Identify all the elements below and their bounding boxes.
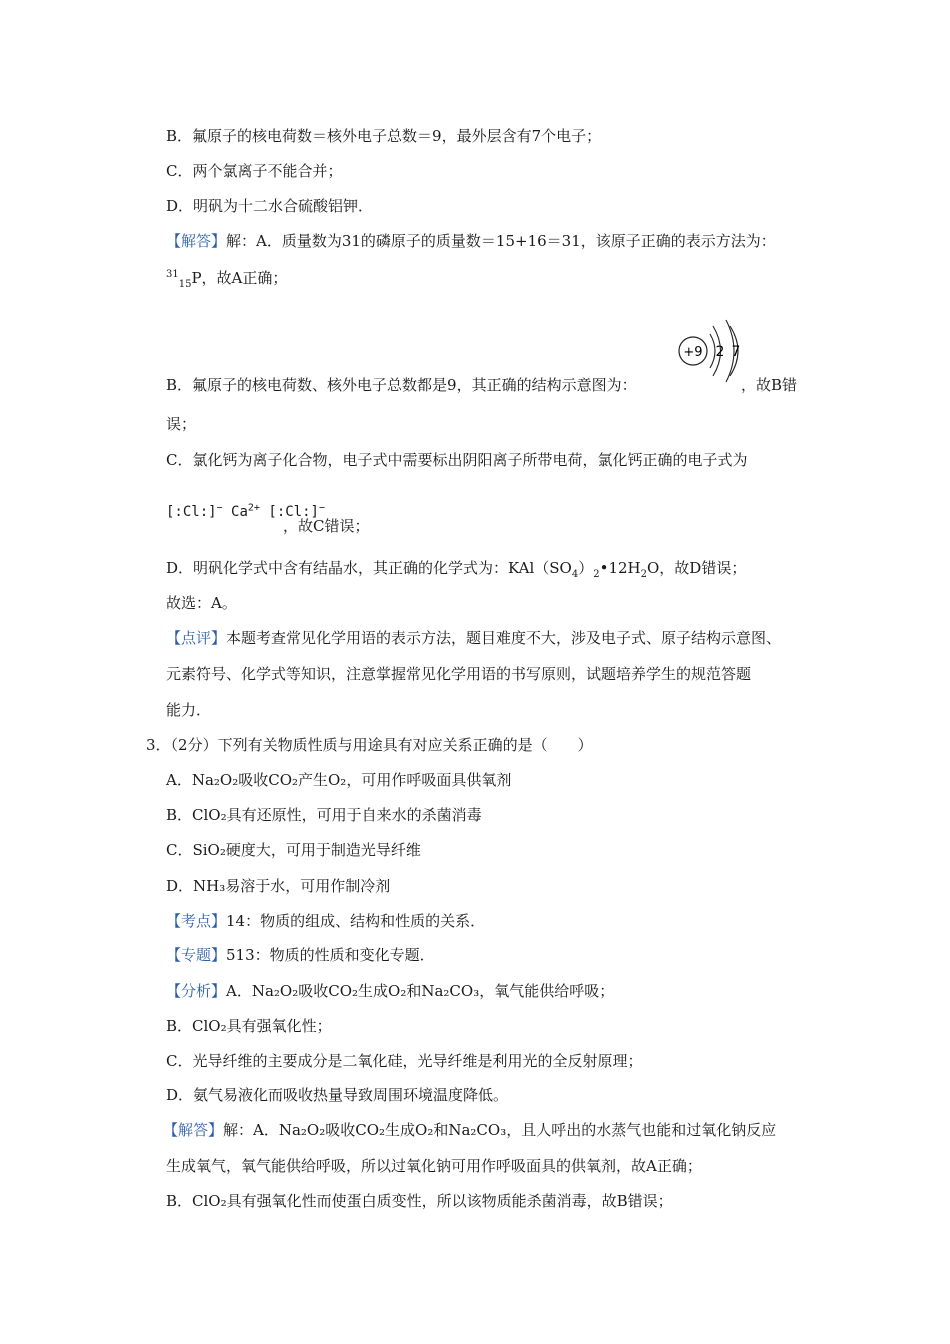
lewis-ca-charge: 2+ xyxy=(247,502,260,514)
jieda-text-1: 解：A．Na₂O₂吸收CO₂生成O₂和Na₂CO₃，且人呼出的水蒸气也能和过氧化钠反应 xyxy=(223,1121,777,1139)
kaodian-line xyxy=(166,911,485,931)
fenxi-b: B．ClO₂具有强氧化性； xyxy=(166,1017,332,1035)
option-a: A．Na₂O₂吸收CO₂产生O₂，可用作呼吸面具供氧剂 xyxy=(166,771,512,789)
fenxi-tag: 【分析】 xyxy=(166,982,227,1000)
jieda-line-3: B．ClO₂具有强氧化性而使蛋白质变性，所以该物质能杀菌消毒，故B错误； xyxy=(166,1192,673,1210)
jieda-line-1 xyxy=(163,1120,776,1140)
comment-tag: 【点评】 xyxy=(166,629,227,647)
phosphorus-text: P，故A正确； xyxy=(191,269,288,287)
zhuanti-text: 513：物质的性质和变化专题． xyxy=(226,946,435,964)
lewis-cl-right: [:Cl:] xyxy=(268,504,319,520)
shell2-count: 7 xyxy=(731,344,741,360)
formula-sub-1: 4 xyxy=(571,569,579,580)
kaodian-tag: 【考点】 xyxy=(166,912,227,930)
zhuanti-tag: 【专题】 xyxy=(166,946,227,964)
comment-line-3: 能力． xyxy=(166,701,212,719)
fenxi-c: C．光导纤维的主要成分是二氧化硅，光导纤维是利用光的全反射原理； xyxy=(166,1052,643,1070)
lewis-cl-left: [:Cl:] xyxy=(166,504,217,520)
comment-line-1 xyxy=(166,628,781,648)
line-c-chloride: C．两个氯离子不能合并； xyxy=(166,162,343,180)
fenxi-d: D．氨气易液化而吸收热量导致周围环境温度降低。 xyxy=(166,1086,509,1104)
answer-text: 解：A．质量数为31的磷原子的质量数＝15+16＝31，该原子正确的表示方法为： xyxy=(226,232,776,250)
answer-tag: 【解答】 xyxy=(166,232,227,250)
formula-part-d: O，故D错误； xyxy=(647,559,747,577)
fenxi-text: A．Na₂O₂吸收CO₂生成O₂和Na₂CO₃，氧气能供给呼吸； xyxy=(226,982,615,1000)
formula-sub-2: 2 xyxy=(593,569,600,580)
answer-line-1 xyxy=(166,231,776,251)
line-b-structure-end: ，故B错 xyxy=(741,376,798,394)
option-d: D．NH₃易溶于水，可用作制冷剂 xyxy=(166,877,391,895)
option-c: C．SiO₂硬度大，可用于制造光导纤维 xyxy=(166,841,421,859)
line-d-formula xyxy=(166,558,746,578)
line-c-ionic: C．氯化钙为离子化合物，电子式中需要标出阴阳离子所带电荷，氯化钙正确的电子式为 xyxy=(166,451,748,469)
nucleus-label: +9 xyxy=(683,345,703,360)
shell-arc-1 xyxy=(710,334,715,368)
kaodian-text: 14：物质的组成、结构和性质的关系． xyxy=(226,912,486,930)
line-c-end: ，故C错误； xyxy=(283,517,370,535)
formula-part-b: ） xyxy=(578,559,594,577)
mass-number: 31 xyxy=(166,269,179,280)
fenxi-line xyxy=(166,981,614,1001)
lewis-ca: Ca xyxy=(231,504,248,520)
comment-line-2: 元素符号、化学式等知识，注意掌握常见化学用语的书写原则，试题培养学生的规范答题 xyxy=(166,665,752,683)
zhuanti-line xyxy=(166,945,435,965)
formula-part-c: •12H xyxy=(599,559,641,577)
line-b-structure: B．氟原子的核电荷数、核外电子总数都是9，其正确的结构示意图为： xyxy=(166,376,637,394)
lewis-cl-right-charge: − xyxy=(318,502,325,514)
line-b-fluorine: B．氟原子的核电荷数＝核外电子总数＝9，最外层含有7个电子； xyxy=(166,127,602,145)
question-3: 3．（2分）下列有关物质性质与用途具有对应关系正确的是（ ） xyxy=(146,736,593,754)
line-b-wrap: 误； xyxy=(166,415,197,433)
formula-part-a: D．明矾化学式中含有结晶水，其正确的化学式为：KAl（SO xyxy=(166,559,572,577)
line-d-alum: D．明矾为十二水合硫酸铝钾． xyxy=(166,197,374,215)
atomic-number: 15 xyxy=(178,279,192,290)
shell1-count: 2 xyxy=(715,344,725,360)
jieda-tag: 【解答】 xyxy=(163,1121,224,1139)
phosphorus-notation xyxy=(166,268,287,288)
jieda-line-2: 生成氧气，氧气能供给呼吸，所以过氧化钠可用作呼吸面具的供氧剂，故A正确； xyxy=(166,1157,702,1175)
line-choice: 故选：A。 xyxy=(166,594,237,612)
formula-sub-3: 2 xyxy=(640,569,647,580)
lewis-cl-left-charge: − xyxy=(216,502,223,514)
option-b: B．ClO₂具有还原性，可用于自来水的杀菌消毒 xyxy=(166,806,482,824)
comment-text: 本题考查常见化学用语的表示方法，题目难度不大，涉及电子式、原子结构示意图、 xyxy=(226,629,782,647)
